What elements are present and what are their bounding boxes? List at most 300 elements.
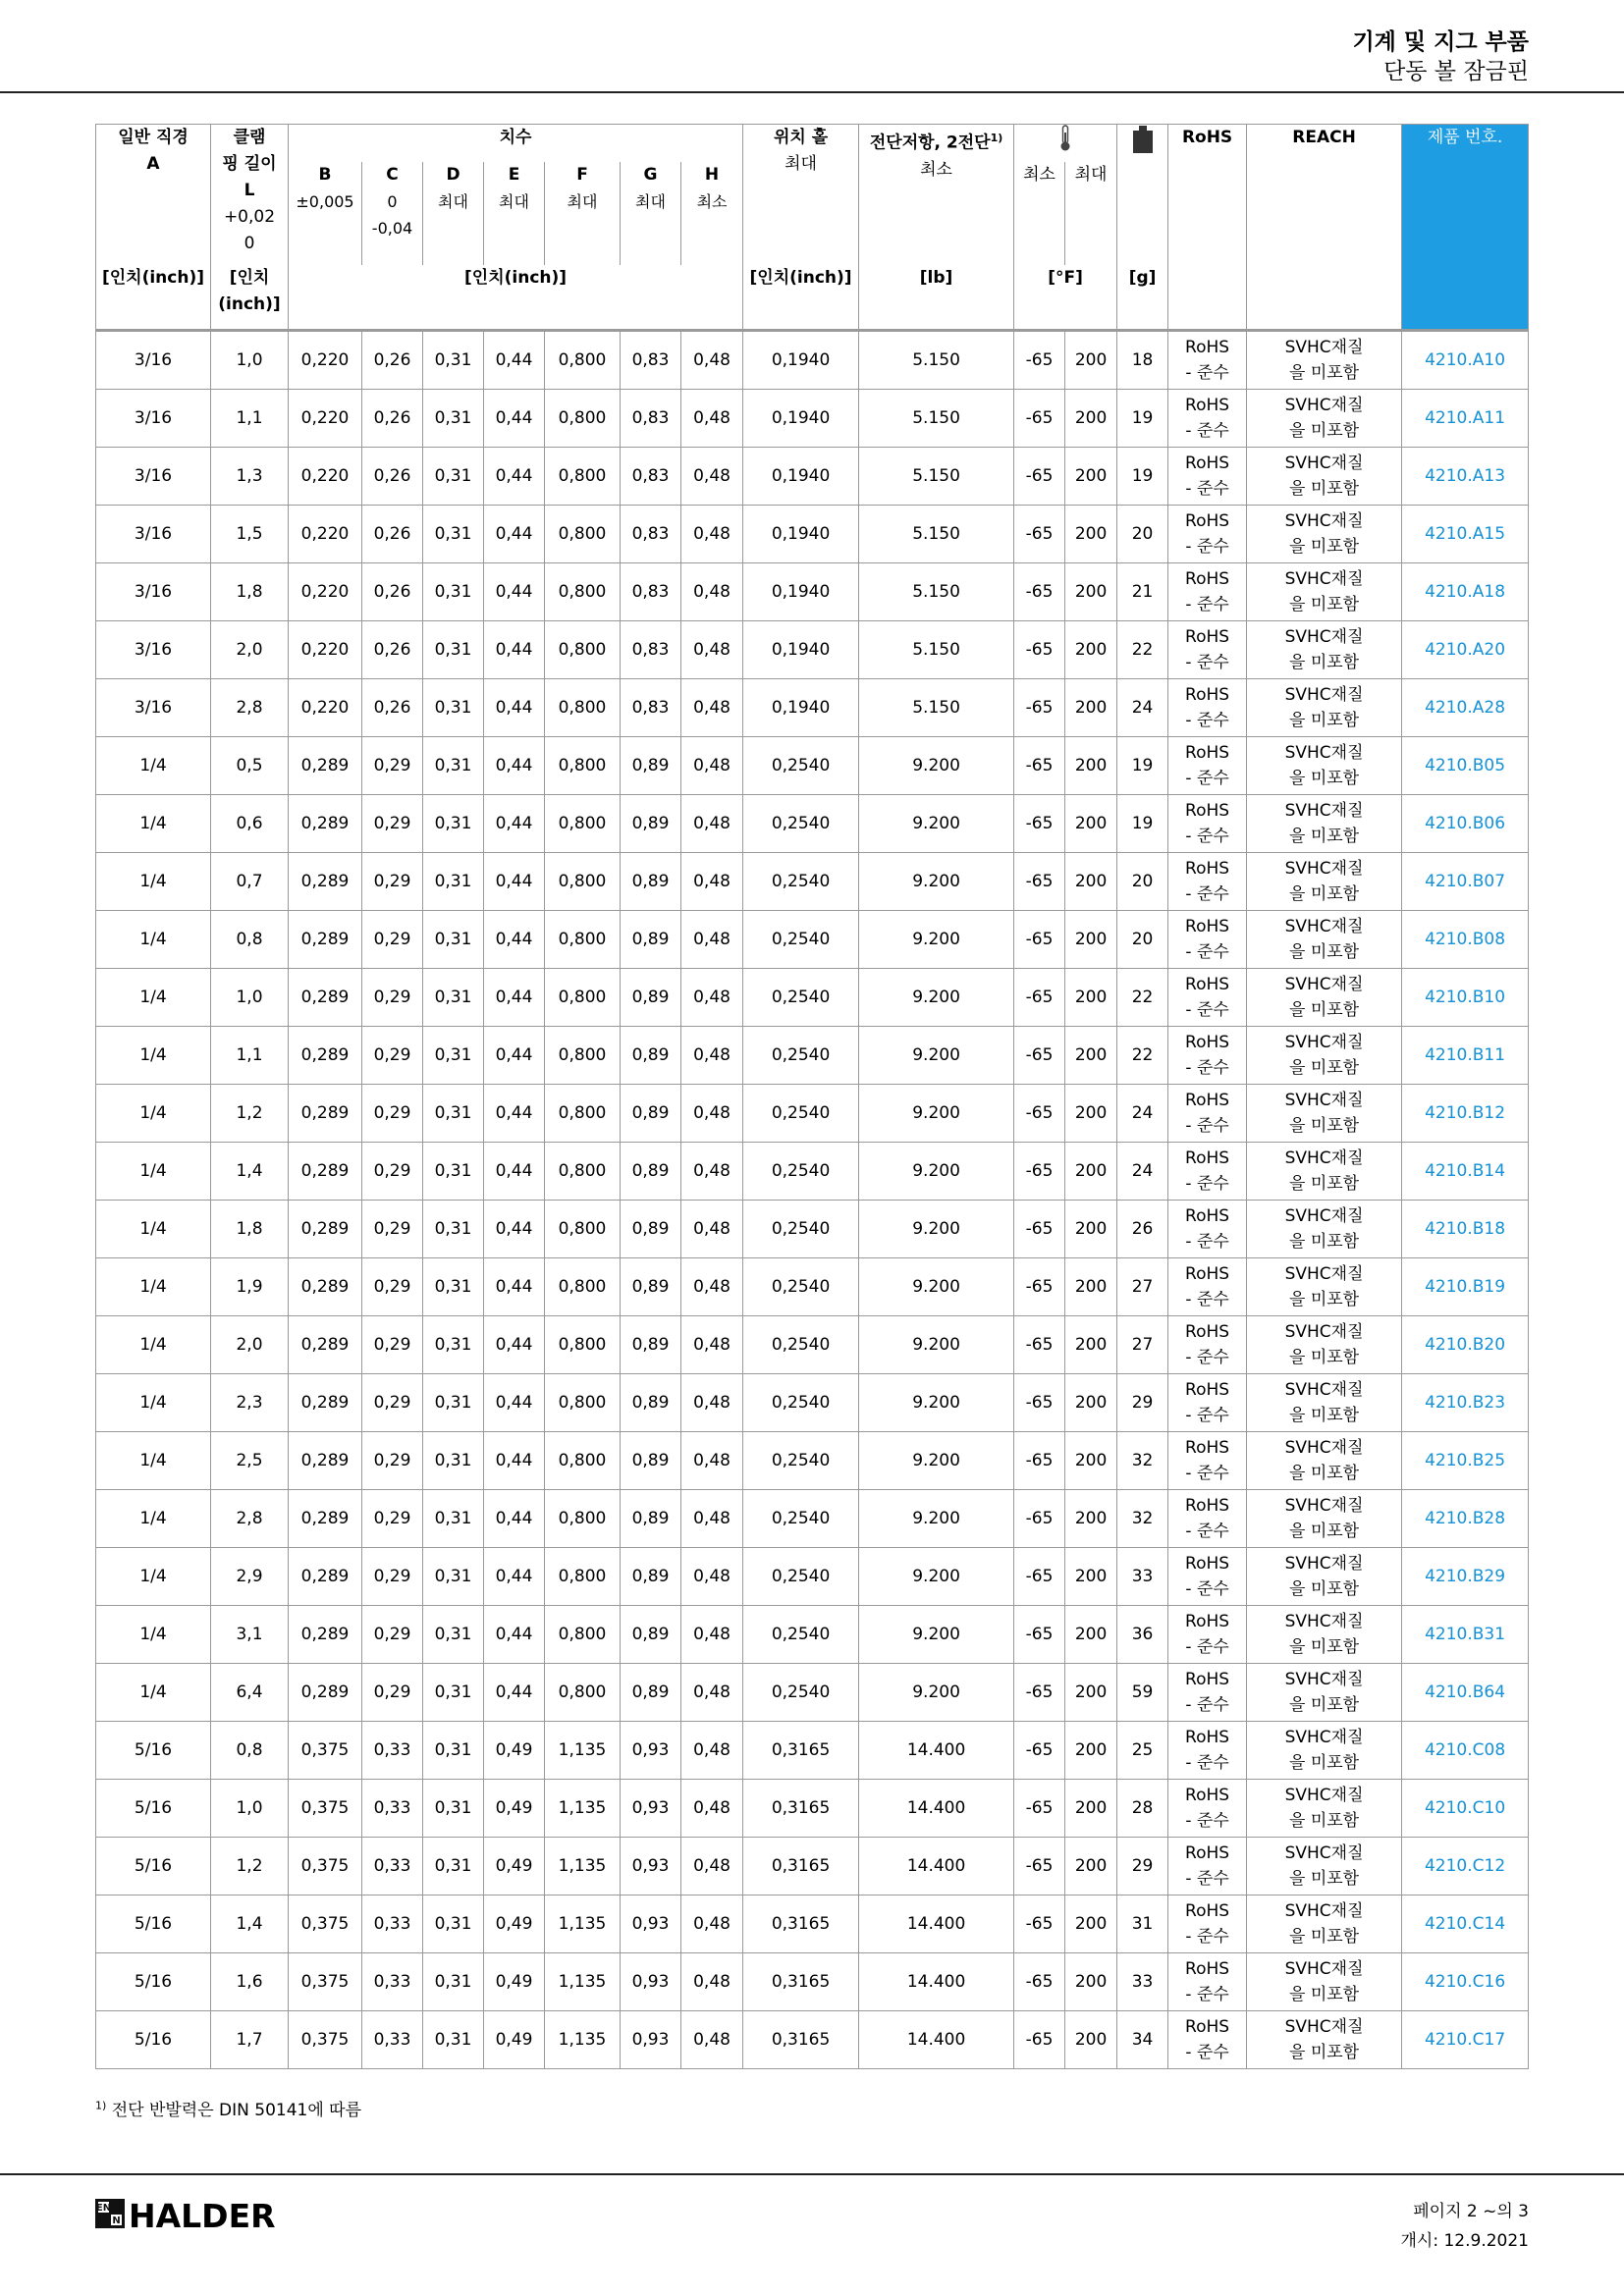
cell-product-number: 4210.B10	[1402, 969, 1529, 1027]
table-row	[96, 390, 1529, 448]
cell-temp-min: -65	[1014, 1316, 1065, 1374]
cell-rohs: RoHS - 준수	[1168, 737, 1247, 795]
cell-b: 0,220	[289, 621, 362, 679]
cell-temp-min: -65	[1014, 506, 1065, 563]
cell-hole: 0,1940	[743, 679, 859, 737]
cell-temp-max: 200	[1065, 1258, 1117, 1316]
cell-shear: 14.400	[859, 1896, 1014, 1953]
cell-f: 1,135	[545, 1780, 621, 1838]
cell-reach: SVHC재질 을 미포함	[1247, 1201, 1402, 1258]
cell-temp-min: -65	[1014, 331, 1065, 390]
cell-d: 0,31	[423, 1143, 484, 1201]
cell-product-number: 4210.C16	[1402, 1953, 1529, 2011]
cell-rohs: RoHS - 준수	[1168, 1664, 1247, 1722]
cell-f: 0,800	[545, 853, 621, 911]
cell-g: 0,89	[621, 795, 681, 853]
cell-weight: 28	[1117, 1780, 1168, 1838]
cell-rohs: RoHS - 준수	[1168, 2011, 1247, 2069]
cell-c: 0,26	[362, 390, 423, 448]
cell-f: 1,135	[545, 2011, 621, 2069]
svg-text:N: N	[112, 2216, 121, 2226]
header-rohs: RoHS	[1168, 125, 1247, 266]
cell-f: 0,800	[545, 1143, 621, 1201]
cell-g: 0,89	[621, 1258, 681, 1316]
cell-weight: 36	[1117, 1606, 1168, 1664]
cell-hole: 0,2540	[743, 1490, 859, 1548]
cell-weight: 32	[1117, 1432, 1168, 1490]
cell-hole: 0,2540	[743, 1432, 859, 1490]
cell-hole: 0,3165	[743, 1838, 859, 1896]
cell-reach: SVHC재질 을 미포함	[1247, 563, 1402, 621]
cell-weight: 31	[1117, 1896, 1168, 1953]
issue-date: 개시: 12.9.2021	[1400, 2231, 1529, 2251]
cell-d: 0,31	[423, 1953, 484, 2011]
cell-c: 0,29	[362, 1201, 423, 1258]
cell-g: 0,89	[621, 1374, 681, 1432]
table-row	[96, 1201, 1529, 1258]
cell-rohs: RoHS - 준수	[1168, 1432, 1247, 1490]
cell-e: 0,44	[484, 1316, 545, 1374]
cell-shear: 9.200	[859, 1027, 1014, 1085]
cell-shear: 9.200	[859, 795, 1014, 853]
cell-f: 1,135	[545, 1722, 621, 1780]
cell-clamp-length: 6,4	[211, 1664, 289, 1722]
cell-f: 0,800	[545, 1374, 621, 1432]
cell-g: 0,93	[621, 2011, 681, 2069]
cell-h: 0,48	[681, 390, 743, 448]
cell-reach: SVHC재질 을 미포함	[1247, 969, 1402, 1027]
cell-temp-max: 200	[1065, 1490, 1117, 1548]
cell-rohs: RoHS - 준수	[1168, 1722, 1247, 1780]
cell-e: 0,44	[484, 448, 545, 506]
cell-temp-max: 200	[1065, 390, 1117, 448]
cell-reach: SVHC재질 을 미포함	[1247, 1027, 1402, 1085]
cell-shear: 5.150	[859, 506, 1014, 563]
cell-reach: SVHC재질 을 미포함	[1247, 1258, 1402, 1316]
cell-weight: 24	[1117, 679, 1168, 737]
cell-rohs: RoHS - 준수	[1168, 563, 1247, 621]
table-row	[96, 2011, 1529, 2069]
cell-b: 0,375	[289, 1896, 362, 1953]
halder-logo	[95, 2196, 276, 2235]
cell-d: 0,31	[423, 1896, 484, 1953]
cell-g: 0,93	[621, 1896, 681, 1953]
cell-f: 0,800	[545, 1027, 621, 1085]
cell-product-number: 4210.A20	[1402, 621, 1529, 679]
cell-d: 0,31	[423, 679, 484, 737]
cell-clamp-length: 1,6	[211, 1953, 289, 2011]
cell-weight: 19	[1117, 448, 1168, 506]
cell-g: 0,89	[621, 1201, 681, 1258]
cell-rohs: RoHS - 준수	[1168, 1027, 1247, 1085]
thermometer-icon	[1058, 137, 1072, 157]
cell-c: 0,33	[362, 1896, 423, 1953]
cell-temp-max: 200	[1065, 1316, 1117, 1374]
cell-shear: 5.150	[859, 448, 1014, 506]
cell-temp-max: 200	[1065, 679, 1117, 737]
cell-clamp-length: 1,1	[211, 1027, 289, 1085]
cell-rohs: RoHS - 준수	[1168, 1838, 1247, 1896]
cell-reach: SVHC재질 을 미포함	[1247, 1838, 1402, 1896]
cell-product-number: 4210.C17	[1402, 2011, 1529, 2069]
cell-g: 0,89	[621, 737, 681, 795]
cell-clamp-length: 1,1	[211, 390, 289, 448]
cell-diameter: 3/16	[96, 448, 211, 506]
cell-weight: 27	[1117, 1258, 1168, 1316]
cell-c: 0,29	[362, 1258, 423, 1316]
cell-weight: 24	[1117, 1143, 1168, 1201]
cell-shear: 5.150	[859, 621, 1014, 679]
cell-e: 0,44	[484, 390, 545, 448]
cell-c: 0,29	[362, 1316, 423, 1374]
cell-c: 0,29	[362, 1606, 423, 1664]
cell-shear: 9.200	[859, 1374, 1014, 1432]
cell-product-number: 4210.B11	[1402, 1027, 1529, 1085]
table-row	[96, 506, 1529, 563]
table-row	[96, 911, 1529, 969]
cell-temp-max: 200	[1065, 1085, 1117, 1143]
cell-weight: 20	[1117, 853, 1168, 911]
cell-hole: 0,3165	[743, 1953, 859, 2011]
cell-d: 0,31	[423, 1316, 484, 1374]
cell-d: 0,31	[423, 1201, 484, 1258]
cell-clamp-length: 1,2	[211, 1085, 289, 1143]
cell-temp-min: -65	[1014, 390, 1065, 448]
cell-diameter: 1/4	[96, 1316, 211, 1374]
cell-shear: 9.200	[859, 737, 1014, 795]
cell-clamp-length: 0,8	[211, 1722, 289, 1780]
cell-g: 0,83	[621, 331, 681, 390]
cell-shear: 9.200	[859, 1664, 1014, 1722]
cell-hole: 0,1940	[743, 563, 859, 621]
cell-c: 0,29	[362, 1374, 423, 1432]
cell-temp-max: 200	[1065, 621, 1117, 679]
cell-temp-max: 200	[1065, 737, 1117, 795]
header-clamp-length: 클램 핑 길이 L +0,02 0	[211, 125, 289, 266]
header-h: H 최소	[681, 162, 743, 265]
cell-c: 0,29	[362, 1432, 423, 1490]
table-row	[96, 1664, 1529, 1722]
cell-b: 0,220	[289, 679, 362, 737]
cell-shear: 5.150	[859, 679, 1014, 737]
cell-b: 0,289	[289, 1201, 362, 1258]
header-temperature	[1014, 125, 1117, 163]
cell-rohs: RoHS - 준수	[1168, 1896, 1247, 1953]
cell-diameter: 1/4	[96, 1201, 211, 1258]
cell-c: 0,26	[362, 506, 423, 563]
cell-h: 0,48	[681, 1374, 743, 1432]
cell-rohs: RoHS - 준수	[1168, 795, 1247, 853]
cell-diameter: 1/4	[96, 795, 211, 853]
table-row	[96, 1374, 1529, 1432]
cell-temp-max: 200	[1065, 2011, 1117, 2069]
cell-g: 0,83	[621, 679, 681, 737]
cell-h: 0,48	[681, 1085, 743, 1143]
cell-f: 0,800	[545, 1258, 621, 1316]
cell-f: 0,800	[545, 795, 621, 853]
cell-diameter: 5/16	[96, 1722, 211, 1780]
cell-hole: 0,2540	[743, 795, 859, 853]
table-row	[96, 1490, 1529, 1548]
cell-temp-max: 200	[1065, 1896, 1117, 1953]
cell-f: 0,800	[545, 679, 621, 737]
cell-diameter: 1/4	[96, 1374, 211, 1432]
header-rule	[0, 91, 1624, 93]
cell-temp-max: 200	[1065, 331, 1117, 390]
cell-rohs: RoHS - 준수	[1168, 331, 1247, 390]
cell-diameter: 1/4	[96, 1027, 211, 1085]
cell-clamp-length: 2,3	[211, 1374, 289, 1432]
cell-c: 0,29	[362, 1548, 423, 1606]
cell-shear: 5.150	[859, 563, 1014, 621]
cell-hole: 0,2540	[743, 1606, 859, 1664]
cell-f: 0,800	[545, 390, 621, 448]
cell-e: 0,44	[484, 506, 545, 563]
cell-hole: 0,2540	[743, 1664, 859, 1722]
cell-clamp-length: 2,9	[211, 1548, 289, 1606]
cell-f: 0,800	[545, 1548, 621, 1606]
cell-c: 0,29	[362, 795, 423, 853]
cell-product-number: 4210.A28	[1402, 679, 1529, 737]
cell-clamp-length: 1,9	[211, 1258, 289, 1316]
cell-g: 0,93	[621, 1953, 681, 2011]
cell-e: 0,49	[484, 1722, 545, 1780]
cell-hole: 0,1940	[743, 621, 859, 679]
cell-d: 0,31	[423, 2011, 484, 2069]
cell-temp-min: -65	[1014, 448, 1065, 506]
document-title: 기계 및 지그 부품	[1352, 29, 1529, 55]
cell-diameter: 1/4	[96, 853, 211, 911]
cell-clamp-length: 0,7	[211, 853, 289, 911]
cell-h: 0,48	[681, 1258, 743, 1316]
unit-dimensions: [인치(inch)]	[289, 265, 743, 331]
cell-c: 0,29	[362, 1490, 423, 1548]
cell-product-number: 4210.B20	[1402, 1316, 1529, 1374]
unit-reach	[1247, 265, 1402, 331]
cell-shear: 14.400	[859, 1838, 1014, 1896]
cell-temp-max: 200	[1065, 1838, 1117, 1896]
cell-f: 1,135	[545, 1896, 621, 1953]
cell-g: 0,89	[621, 911, 681, 969]
cell-temp-max: 200	[1065, 1953, 1117, 2011]
cell-b: 0,220	[289, 563, 362, 621]
cell-c: 0,33	[362, 1780, 423, 1838]
cell-c: 0,26	[362, 621, 423, 679]
cell-c: 0,29	[362, 1664, 423, 1722]
cell-rohs: RoHS - 준수	[1168, 390, 1247, 448]
spec-table	[95, 124, 1529, 2069]
cell-d: 0,31	[423, 448, 484, 506]
cell-f: 0,800	[545, 506, 621, 563]
cell-g: 0,93	[621, 1722, 681, 1780]
cell-shear: 9.200	[859, 1548, 1014, 1606]
cell-shear: 9.200	[859, 1432, 1014, 1490]
cell-d: 0,31	[423, 1606, 484, 1664]
cell-f: 0,800	[545, 737, 621, 795]
cell-hole: 0,2540	[743, 911, 859, 969]
cell-temp-min: -65	[1014, 1548, 1065, 1606]
cell-b: 0,375	[289, 1722, 362, 1780]
cell-c: 0,29	[362, 1027, 423, 1085]
cell-rohs: RoHS - 준수	[1168, 1085, 1247, 1143]
cell-rohs: RoHS - 준수	[1168, 1201, 1247, 1258]
table-row	[96, 1780, 1529, 1838]
cell-f: 0,800	[545, 331, 621, 390]
cell-b: 0,220	[289, 448, 362, 506]
cell-diameter: 3/16	[96, 331, 211, 390]
cell-shear: 9.200	[859, 1490, 1014, 1548]
cell-temp-min: -65	[1014, 853, 1065, 911]
table-row	[96, 1432, 1529, 1490]
cell-hole: 0,2540	[743, 1027, 859, 1085]
cell-weight: 18	[1117, 331, 1168, 390]
cell-g: 0,89	[621, 1664, 681, 1722]
cell-weight: 20	[1117, 911, 1168, 969]
cell-temp-max: 200	[1065, 1374, 1117, 1432]
cell-f: 1,135	[545, 1838, 621, 1896]
cell-b: 0,289	[289, 1374, 362, 1432]
cell-hole: 0,3165	[743, 1722, 859, 1780]
cell-product-number: 4210.B05	[1402, 737, 1529, 795]
cell-weight: 22	[1117, 969, 1168, 1027]
cell-e: 0,44	[484, 1432, 545, 1490]
table-row	[96, 969, 1529, 1027]
cell-f: 0,800	[545, 448, 621, 506]
cell-h: 0,48	[681, 506, 743, 563]
cell-hole: 0,1940	[743, 506, 859, 563]
cell-f: 0,800	[545, 1606, 621, 1664]
cell-e: 0,44	[484, 1374, 545, 1432]
cell-weight: 32	[1117, 1490, 1168, 1548]
header-temp-max: 최대	[1065, 162, 1117, 265]
cell-reach: SVHC재질 을 미포함	[1247, 911, 1402, 969]
cell-clamp-length: 1,4	[211, 1896, 289, 1953]
cell-h: 0,48	[681, 679, 743, 737]
footer-rule	[0, 2173, 1624, 2175]
cell-clamp-length: 1,2	[211, 1838, 289, 1896]
cell-temp-max: 200	[1065, 506, 1117, 563]
cell-b: 0,289	[289, 1143, 362, 1201]
cell-diameter: 5/16	[96, 1780, 211, 1838]
cell-h: 0,48	[681, 1953, 743, 2011]
cell-reach: SVHC재질 을 미포함	[1247, 390, 1402, 448]
cell-e: 0,44	[484, 969, 545, 1027]
cell-e: 0,44	[484, 911, 545, 969]
table-row	[96, 1838, 1529, 1896]
cell-hole: 0,2540	[743, 1258, 859, 1316]
cell-weight: 29	[1117, 1838, 1168, 1896]
cell-e: 0,49	[484, 2011, 545, 2069]
cell-b: 0,375	[289, 1953, 362, 2011]
cell-b: 0,375	[289, 2011, 362, 2069]
en-badge-icon	[95, 2199, 125, 2232]
cell-c: 0,33	[362, 2011, 423, 2069]
cell-hole: 0,1940	[743, 390, 859, 448]
header-hole: 위치 홀 최대	[743, 125, 859, 266]
cell-f: 0,800	[545, 1490, 621, 1548]
cell-temp-max: 200	[1065, 853, 1117, 911]
cell-hole: 0,2540	[743, 853, 859, 911]
cell-h: 0,48	[681, 1606, 743, 1664]
table-row	[96, 563, 1529, 621]
cell-product-number: 4210.B06	[1402, 795, 1529, 853]
cell-b: 0,289	[289, 1606, 362, 1664]
cell-d: 0,31	[423, 1258, 484, 1316]
cell-temp-max: 200	[1065, 1722, 1117, 1780]
cell-e: 0,44	[484, 1548, 545, 1606]
cell-g: 0,89	[621, 853, 681, 911]
cell-reach: SVHC재질 을 미포함	[1247, 2011, 1402, 2069]
cell-product-number: 4210.A10	[1402, 331, 1529, 390]
cell-d: 0,31	[423, 1027, 484, 1085]
cell-temp-min: -65	[1014, 911, 1065, 969]
cell-g: 0,89	[621, 1143, 681, 1201]
cell-diameter: 3/16	[96, 563, 211, 621]
cell-g: 0,89	[621, 1085, 681, 1143]
table-row	[96, 679, 1529, 737]
cell-g: 0,89	[621, 1027, 681, 1085]
unit-temp: [°F]	[1014, 265, 1117, 331]
cell-weight: 22	[1117, 621, 1168, 679]
cell-weight: 29	[1117, 1374, 1168, 1432]
table-row	[96, 1258, 1529, 1316]
cell-e: 0,44	[484, 1606, 545, 1664]
cell-hole: 0,1940	[743, 448, 859, 506]
cell-h: 0,48	[681, 1201, 743, 1258]
cell-temp-min: -65	[1014, 1432, 1065, 1490]
cell-b: 0,289	[289, 1548, 362, 1606]
cell-temp-max: 200	[1065, 448, 1117, 506]
cell-c: 0,26	[362, 331, 423, 390]
cell-c: 0,33	[362, 1722, 423, 1780]
cell-g: 0,93	[621, 1838, 681, 1896]
cell-product-number: 4210.A11	[1402, 390, 1529, 448]
cell-b: 0,289	[289, 795, 362, 853]
cell-clamp-length: 1,5	[211, 506, 289, 563]
cell-e: 0,44	[484, 853, 545, 911]
cell-diameter: 5/16	[96, 2011, 211, 2069]
cell-h: 0,48	[681, 1490, 743, 1548]
cell-b: 0,289	[289, 1664, 362, 1722]
cell-product-number: 4210.B28	[1402, 1490, 1529, 1548]
cell-hole: 0,3165	[743, 2011, 859, 2069]
cell-reach: SVHC재질 을 미포함	[1247, 1548, 1402, 1606]
cell-h: 0,48	[681, 969, 743, 1027]
cell-g: 0,83	[621, 448, 681, 506]
cell-g: 0,83	[621, 621, 681, 679]
document-subtitle: 단동 볼 잠금핀	[1383, 59, 1529, 84]
cell-temp-max: 200	[1065, 1143, 1117, 1201]
cell-e: 0,44	[484, 331, 545, 390]
cell-shear: 9.200	[859, 1316, 1014, 1374]
cell-b: 0,220	[289, 331, 362, 390]
cell-temp-max: 200	[1065, 1027, 1117, 1085]
cell-f: 0,800	[545, 1085, 621, 1143]
cell-b: 0,220	[289, 390, 362, 448]
cell-product-number: 4210.B25	[1402, 1432, 1529, 1490]
cell-reach: SVHC재질 을 미포함	[1247, 1432, 1402, 1490]
cell-temp-min: -65	[1014, 969, 1065, 1027]
header-c: C 0 -0,04	[362, 162, 423, 265]
cell-h: 0,48	[681, 331, 743, 390]
unit-diameter: [인치(inch)]	[96, 265, 211, 331]
cell-b: 0,289	[289, 1490, 362, 1548]
cell-clamp-length: 0,6	[211, 795, 289, 853]
cell-hole: 0,2540	[743, 1548, 859, 1606]
cell-f: 0,800	[545, 563, 621, 621]
cell-g: 0,83	[621, 390, 681, 448]
cell-temp-min: -65	[1014, 1258, 1065, 1316]
